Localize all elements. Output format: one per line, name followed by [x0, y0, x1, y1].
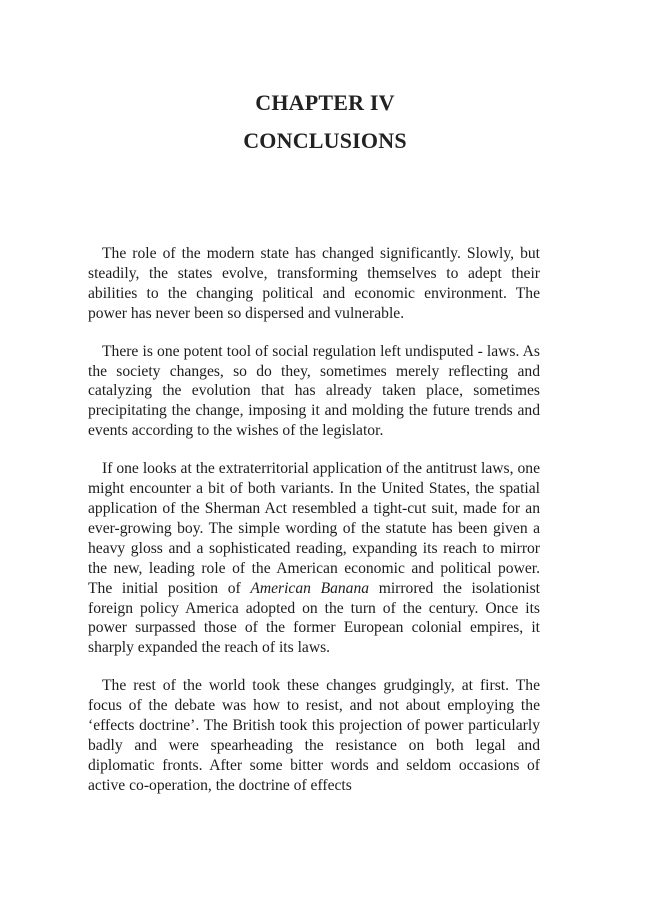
- paragraph-3-text-end: mirrored the isolationist foreign policy America adopted on the turn of the century. Once its power surpassed those of the former European colonial empires, it sharply expanded the reach of its laws.: [88, 579, 540, 657]
- paragraph-4: The rest of the world took these changes grudgingly, at first. The focus of the debate was how to resist, and not about employing the ‘effects doctrine’. The British took this projection of power particularly badly and were spearheading the resistance on both legal and diplomatic fronts. After some bitter words and seldom occasions of active co-operation, the doctrine of effects: [88, 677, 540, 794]
- paragraph-1: The role of the modern state has changed significantly. Slowly, but steadily, the states evolve, transforming themselves to adept their abilities to the changing political and economic environment. The power has never been so dispersed and vulnerable.: [88, 245, 540, 322]
- chapter-body: [88, 244, 540, 814]
- chapter-number: CHAPTER IV: [255, 90, 395, 115]
- case-name-italic: American Banana: [250, 579, 370, 597]
- paragraph-2: There is one potent tool of social regulation left undisputed - laws. As the society changes, so do they, sometimes merely reflecting and catalyzing the evolution that has already taken place, sometimes precipitating the change, imposing it and molding the future trends and events according to the wishes of the legislator.: [88, 342, 540, 440]
- paragraph-3: [88, 459, 540, 658]
- chapter-title: CONCLUSIONS: [243, 128, 407, 153]
- paragraph-3-text-start: If one looks at the extraterritorial application of the antitrust laws, one might encounter a bit of both variants. In the United States, the spatial application of the Sherman Act resembled a tight-cut suit, made for an ever-growing boy. The simple wording of the statute has been given a heavy gloss and a sophisticated reading, expanding its reach to mirror the new, leading role of the American economic and political power. The initial position of: [88, 460, 540, 597]
